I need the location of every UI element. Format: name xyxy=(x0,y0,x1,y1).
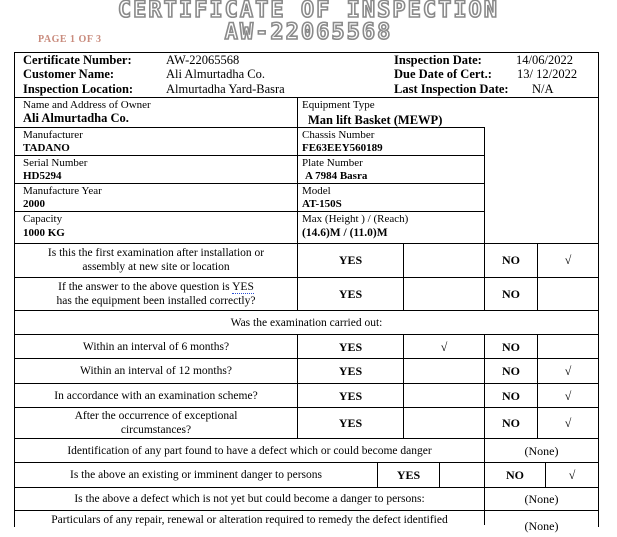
no-cell: NO xyxy=(502,416,520,430)
divider xyxy=(14,155,484,156)
certificate-number-heading: AW-22065568 xyxy=(224,20,393,45)
divider xyxy=(14,510,598,511)
question-imminent-danger: Is the above an existing or imminent danger to persons xyxy=(70,469,322,481)
yes-cell: YES xyxy=(338,416,363,430)
question-installed-correctly-line2: has the equipment been installed correctly? xyxy=(56,295,256,307)
question-first-examination-line2: assembly at new site or location xyxy=(82,261,230,273)
last-inspection-label: Last Inspection Date: xyxy=(394,82,509,96)
divider xyxy=(14,358,598,359)
check-mark-icon: √ xyxy=(564,389,572,403)
yes-cell: YES xyxy=(338,364,363,378)
capacity-label: Capacity xyxy=(23,213,63,225)
cert-number-label: Certificate Number: xyxy=(23,53,132,67)
divider xyxy=(14,183,484,184)
owner-value: Ali Almurtadha Co. xyxy=(23,111,129,125)
yes-cell: YES xyxy=(338,389,363,403)
cert-number-value: AW-22065568 xyxy=(166,53,240,67)
divider xyxy=(14,383,598,384)
no-cell: NO xyxy=(502,364,520,378)
question-repair-particulars: Particulars of any repair, renewal or alteration required to remedy the defect identified xyxy=(51,514,448,526)
chassis-label: Chassis Number xyxy=(302,129,375,141)
divider xyxy=(439,462,440,487)
check-mark-icon: √ xyxy=(564,253,572,267)
question-exceptional-line1: After the occurrence of exceptional xyxy=(74,410,238,422)
divider xyxy=(403,243,404,310)
divider xyxy=(14,334,598,335)
chassis-value: FE63EEY560189 xyxy=(302,142,383,154)
no-cell: NO xyxy=(506,468,524,482)
year-label: Manufacture Year xyxy=(23,185,102,197)
none-value: (None) xyxy=(524,492,559,506)
divider xyxy=(14,277,598,278)
equipment-type-label: Equipment Type xyxy=(302,99,375,111)
due-date-label: Due Date of Cert.: xyxy=(394,67,492,81)
question-exceptional-line2: circumstances? xyxy=(120,424,192,436)
check-mark-icon: √ xyxy=(564,416,572,430)
question-6-months: Within an interval of 6 months? xyxy=(82,341,230,353)
question-installed-correctly-line1: If the answer to the above question is xyxy=(58,281,233,293)
no-cell: NO xyxy=(502,389,520,403)
none-value: (None) xyxy=(524,444,559,458)
manufacturer-label: Manufacturer xyxy=(23,129,83,141)
max-label: Max (Height ) / (Reach) xyxy=(302,213,409,225)
divider xyxy=(297,97,298,310)
divider xyxy=(14,438,598,439)
question-exceptional-circumstances xyxy=(15,409,297,437)
yes-cell: YES xyxy=(338,287,363,301)
customer-label: Customer Name: xyxy=(23,67,115,81)
check-mark-icon: √ xyxy=(440,340,448,354)
question-defect-identification: Identification of any part found to have a defect which or could become danger xyxy=(67,445,432,457)
model-value: AT-150S xyxy=(302,198,342,210)
max-value: (14.6)M / (11.0)M xyxy=(302,227,388,239)
divider xyxy=(14,127,484,128)
divider xyxy=(14,211,484,212)
plate-value: A 7984 Basra xyxy=(305,170,368,182)
question-installed-correctly xyxy=(15,280,297,308)
check-mark-icon: √ xyxy=(564,364,572,378)
question-first-examination xyxy=(15,246,297,274)
due-date-value: 13/ 12/2022 xyxy=(517,67,578,81)
location-label: Inspection Location: xyxy=(23,82,134,96)
divider xyxy=(14,462,598,463)
serial-value: HD5294 xyxy=(23,170,62,182)
question-first-examination-line1: Is this the first examination after installation or xyxy=(47,247,265,259)
page-label: PAGE 1 OF 3 xyxy=(38,34,102,45)
divider xyxy=(14,310,598,311)
owner-label: Name and Address of Owner xyxy=(23,99,151,111)
yes-cell: YES xyxy=(396,468,421,482)
divider xyxy=(14,407,598,408)
yes-cell: YES xyxy=(338,253,363,267)
location-value: Almurtadha Yard-Basra xyxy=(166,82,285,96)
equipment-type-value: Man lift Basket (MEWP) xyxy=(308,113,443,127)
divider xyxy=(14,243,598,244)
serial-label: Serial Number xyxy=(23,157,88,169)
question-future-danger: Is the above a defect which is not yet but could become a danger to persons: xyxy=(74,493,425,505)
year-value: 2000 xyxy=(23,198,45,210)
inspection-date-label: Inspection Date: xyxy=(394,53,482,67)
divider xyxy=(484,127,485,243)
none-value: (None) xyxy=(524,519,559,533)
no-cell: NO xyxy=(502,253,520,267)
capacity-value: 1000 KG xyxy=(23,227,65,239)
model-label: Model xyxy=(302,185,331,197)
no-cell: NO xyxy=(502,340,520,354)
examination-carried-out-heading: Was the examination carried out: xyxy=(230,317,383,329)
question-12-months: Within an interval of 12 months? xyxy=(80,365,232,377)
check-mark-icon: √ xyxy=(568,468,576,482)
divider xyxy=(14,97,598,98)
manufacturer-value: TADANO xyxy=(23,142,70,154)
divider xyxy=(14,487,598,488)
yes-cell: YES xyxy=(338,340,363,354)
customer-value: Ali Almurtadha Co. xyxy=(166,67,265,81)
inspection-date-value: 14/06/2022 xyxy=(516,53,573,67)
no-cell: NO xyxy=(502,287,520,301)
certificate-title: CERTIFICATE OF INSPECTION xyxy=(117,0,500,23)
plate-label: Plate Number xyxy=(302,157,363,169)
yes-spellcheck-word: YES xyxy=(232,281,254,293)
last-inspection-value: N/A xyxy=(532,82,554,96)
question-examination-scheme: In accordance with an examination scheme? xyxy=(54,390,258,402)
